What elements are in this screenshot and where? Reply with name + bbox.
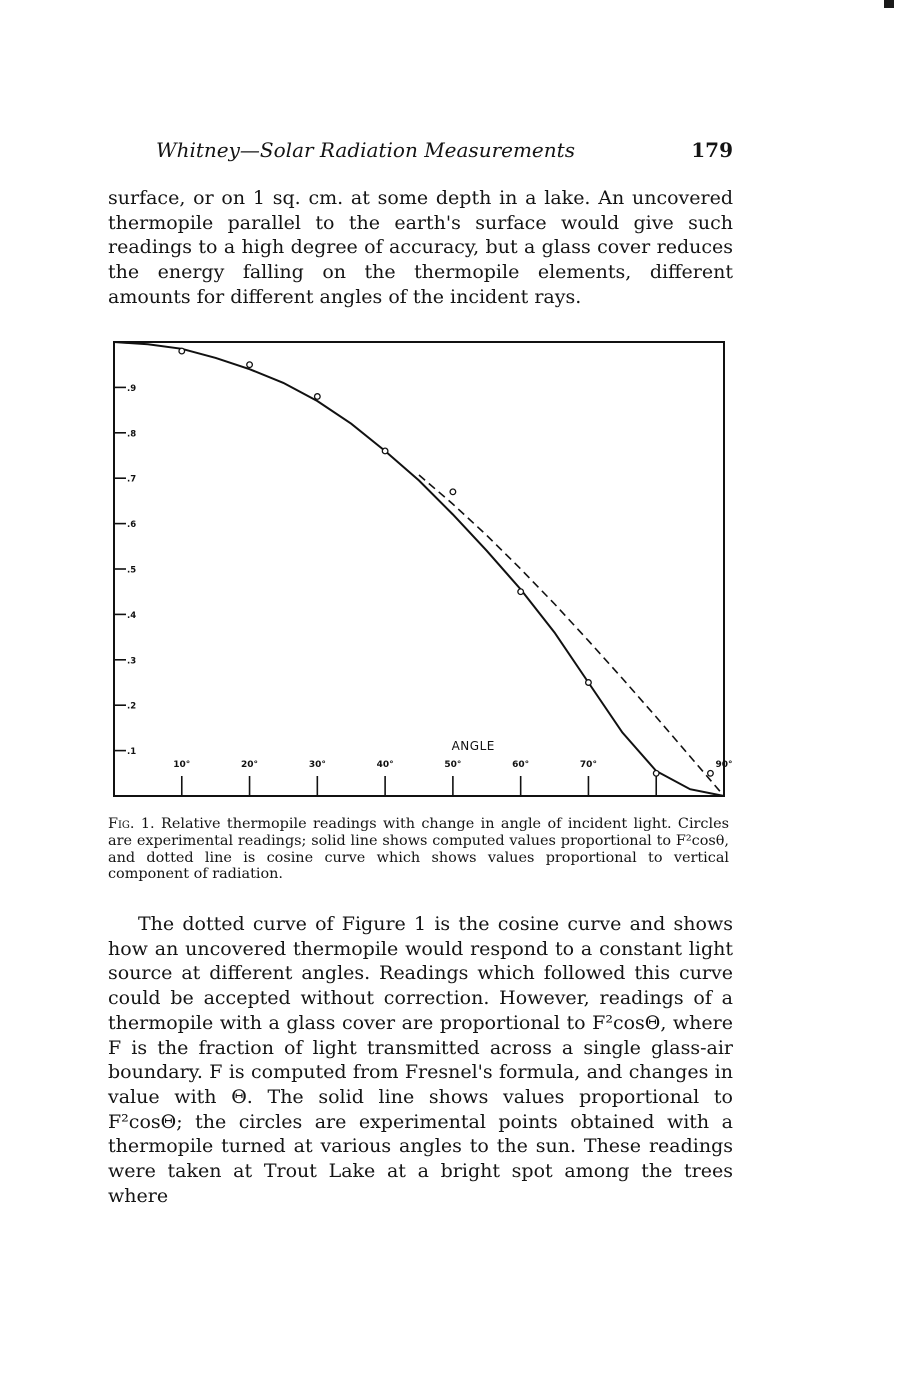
figure-1-chart bbox=[108, 336, 733, 802]
figure-caption bbox=[108, 816, 729, 883]
data-point bbox=[450, 489, 456, 495]
data-point bbox=[708, 771, 714, 777]
data-point bbox=[586, 680, 592, 686]
figure-label: Fig. 1. bbox=[108, 816, 155, 832]
y-tick-label: .6 bbox=[127, 520, 137, 531]
running-title: Whitney—Solar Radiation Measurements bbox=[156, 138, 575, 162]
x-tick-label: 50° bbox=[444, 760, 462, 770]
y-tick-label: .5 bbox=[127, 565, 137, 576]
chart-layer bbox=[114, 342, 733, 796]
y-tick-label: .1 bbox=[127, 747, 137, 758]
x-tick-label: 10° bbox=[173, 760, 191, 770]
caption-text: Relative thermopile readings with change in angle of incident light. Circles are experimental readings; solid line shows computed values proportional to F²cosθ, and dotted line is cosine curve which shows values proportional to vertical component of radiation. bbox=[108, 816, 729, 883]
y-tick-label: .2 bbox=[127, 701, 137, 712]
data-point bbox=[653, 771, 659, 777]
x-tick-label: 60° bbox=[512, 760, 530, 770]
y-tick-label: .4 bbox=[127, 610, 137, 621]
y-tick-label: .3 bbox=[127, 656, 137, 667]
data-point bbox=[179, 348, 185, 354]
x-tick-label: 40° bbox=[376, 760, 394, 770]
plot-frame bbox=[114, 342, 724, 796]
solid-series-line bbox=[114, 342, 724, 796]
y-tick-label: .9 bbox=[127, 383, 137, 394]
page-number: 179 bbox=[691, 138, 733, 162]
chart-svg bbox=[108, 336, 733, 802]
x-tick-label: 90° bbox=[715, 760, 733, 770]
data-point bbox=[382, 448, 388, 454]
x-tick-label: 20° bbox=[241, 760, 259, 770]
y-tick-label: .8 bbox=[127, 429, 137, 440]
x-axis-label: ANGLE bbox=[451, 739, 495, 753]
page-header bbox=[108, 136, 733, 164]
y-tick-label: .7 bbox=[127, 474, 137, 485]
data-point bbox=[518, 589, 524, 595]
x-tick-label: 70° bbox=[579, 760, 597, 770]
x-tick-label: 30° bbox=[308, 760, 326, 770]
paragraph-2: The dotted curve of Figure 1 is the cosine curve and shows how an uncovered thermopile would respond to a constant light source at different angles. Readings which followed this curve could be accepted without correction. However, readings of a thermopile with a glass cover are proportional to F²cosΘ, where F is the fraction of light transmitted across a single glass-air boundary. F is computed from Fresnel's formula, and changes in value with Θ. The solid line shows values proportional to F²cosΘ; the circles are experimental points obtained with a thermopile turned at various angles to the sun. These readings were taken at Trout Lake at a bright spot among the trees where bbox=[108, 913, 733, 1207]
paragraph-1: surface, or on 1 sq. cm. at some depth in a lake. An uncovered thermopile parallel to the earth's surface would give such readings to a high degree of accuracy, but a glass cover reduces the energy falling on the thermopile elements, different amounts for different angles of the incident rays. bbox=[108, 187, 733, 308]
data-point bbox=[315, 394, 321, 400]
data-point bbox=[247, 362, 253, 368]
corner-mark bbox=[884, 0, 894, 8]
